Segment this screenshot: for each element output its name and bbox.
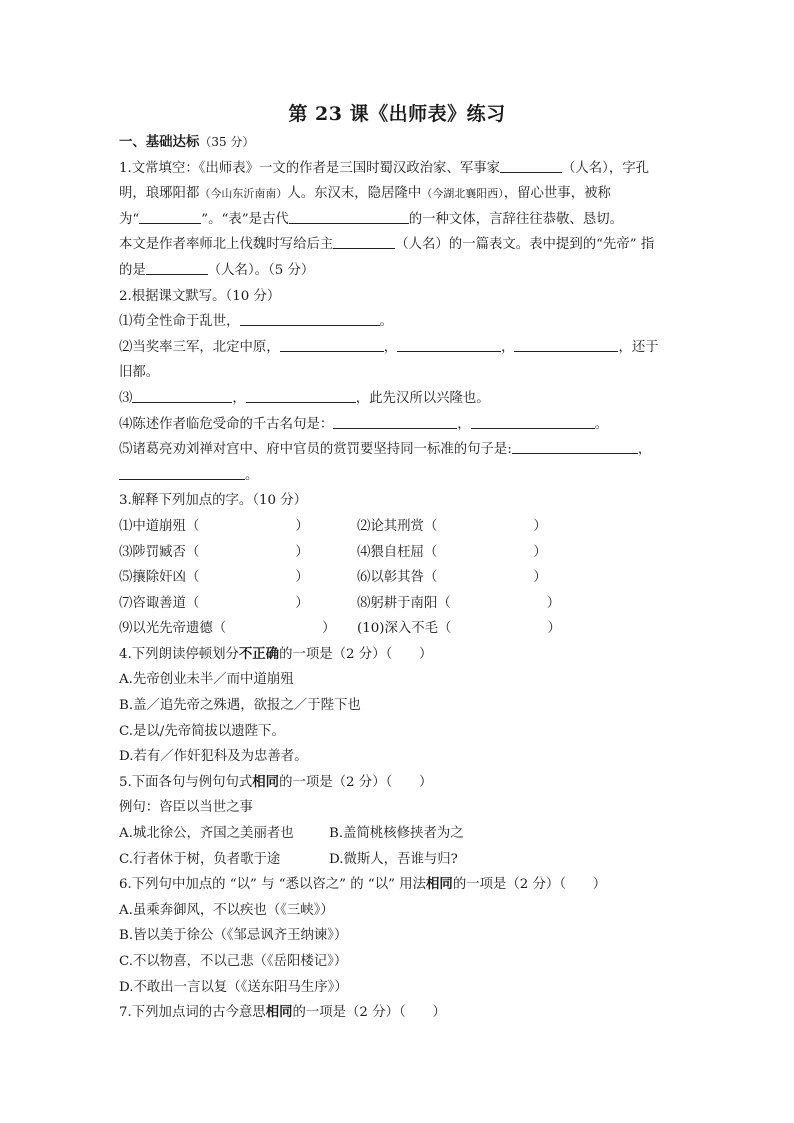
q5-keyword: 相同 <box>252 773 280 790</box>
q3-paren: ） <box>547 621 561 637</box>
q2-text: 。 <box>379 314 393 330</box>
q3-paren: ） <box>533 570 547 586</box>
q5-text: 5.下面各句与例句句式 <box>119 774 253 790</box>
q2-text: ⑶ <box>119 390 133 406</box>
q3-paren: ） <box>546 595 561 611</box>
q2-item-5-cont <box>119 463 679 489</box>
q3-item: ⑴中道崩殂（ <box>119 518 200 534</box>
q6-option-c[interactable]: C.不以物喜，不以己悲（《岳阳楼记》） <box>119 954 348 969</box>
q4-option-d[interactable]: D.若有／作奸犯科及为忠善者。 <box>119 749 308 765</box>
q4-keyword: 不正确 <box>238 645 280 662</box>
q6-text: 6.下列句中加点的 “以” 与 “悉以咨之” 的 “以” 用法 <box>119 877 427 893</box>
q2-item-2-cont: 旧都。 <box>119 365 160 381</box>
q5-example: 例句：咨臣以当世之事 <box>119 800 253 816</box>
q2-text: ， <box>637 442 652 458</box>
page-title: 第 23 课《出师表》练习 <box>288 103 506 125</box>
blank-q2-2a[interactable] <box>280 336 384 352</box>
q3-item: ⑶陟罚臧否（ <box>119 544 200 560</box>
q5-options-row-2 <box>119 847 679 873</box>
q4-text: 的一项是（2 分）（ ） <box>279 646 433 662</box>
q2-item-3 <box>119 386 679 412</box>
q6-option-a[interactable]: A.虽乘奔御风，不以疾也（《三峡》） <box>119 902 334 918</box>
q5-text: 的一项是（2 分）（ ） <box>279 774 433 790</box>
blank-q2-5b[interactable] <box>119 464 245 480</box>
q1-text: 明，琅琊阳都 <box>119 186 200 202</box>
q1-line-5 <box>119 258 679 284</box>
q6-keyword: 相同 <box>426 876 453 893</box>
q1-text: ”。“表”是古代 <box>201 211 289 227</box>
q1-text: 为“ <box>119 211 140 227</box>
blank-q2-1[interactable] <box>240 310 380 326</box>
q1-text: 1.文常填空：《出师表》一文的作者是三国时蜀汉政治家、军事家 <box>119 160 501 176</box>
q1-text: （人名）。（5 分） <box>207 262 315 278</box>
q3-item: ⑸攘除奸凶（ <box>119 570 200 586</box>
blank-q2-4b[interactable] <box>471 413 595 429</box>
q2-item-4 <box>119 412 679 438</box>
q2-text: 。 <box>594 416 609 432</box>
q5-option-d[interactable]: D.微斯人，吾谁与归? <box>329 851 458 867</box>
q3-heading: 3.解释下列加点的字。（10 分） <box>119 493 308 509</box>
q1-line-3 <box>119 207 679 233</box>
q1-text: 的是 <box>119 262 146 278</box>
q5-heading <box>119 770 679 796</box>
blank-q2-4a[interactable] <box>333 413 457 429</box>
q1-line-4 <box>119 232 679 258</box>
q3-paren: ） <box>533 518 547 534</box>
section-score: （35 分） <box>199 135 255 149</box>
q5-option-c[interactable]: C.行者休于树，负者歌于途 <box>119 851 281 867</box>
q3-item: ⑹以彰其咎（ <box>357 570 438 586</box>
q1-text: （人名）的一篇表文。表中提到的“先帝” 指 <box>395 237 655 253</box>
q6-heading <box>119 872 679 898</box>
q2-item-2 <box>119 335 679 361</box>
blank-author[interactable] <box>500 157 562 173</box>
q3-paren: ） <box>295 595 309 611</box>
q2-text: ，还于 <box>618 339 659 355</box>
q2-text: ， <box>457 416 471 432</box>
q1-line-2 <box>119 181 679 207</box>
q6-option-d[interactable]: D.不敢出一言以复（《送东阳马生序》） <box>119 979 348 995</box>
q6-text: 的一项是（2 分）（ ） <box>452 877 607 893</box>
q4-heading <box>119 642 679 668</box>
q3-paren: ） <box>295 518 309 534</box>
q3-item: ⑷猥自枉屈（ <box>357 544 438 560</box>
blank-genre[interactable] <box>289 208 409 224</box>
blank-nickname[interactable] <box>139 208 201 224</box>
worksheet-content <box>119 130 679 1026</box>
q3-row <box>119 591 679 617</box>
q3-item: (10)深入不毛（ <box>357 621 452 637</box>
q2-item-1 <box>119 309 679 335</box>
q4-text: 4.下列朗读停顿划分 <box>119 646 239 662</box>
q1-text: 的一种文体，言辞往往恭敬、恳切。 <box>408 211 623 227</box>
q2-text: ， <box>232 390 246 406</box>
section-heading <box>119 130 679 156</box>
q3-row <box>119 565 679 591</box>
q2-text: 。 <box>245 467 259 483</box>
blank-former-emperor[interactable] <box>146 259 208 275</box>
q1-line-1 <box>119 156 679 182</box>
q3-item: ⑵论其刑赏（ <box>357 518 438 534</box>
blank-q2-3b[interactable] <box>246 387 356 403</box>
q3-paren: ） <box>322 621 336 637</box>
q3-row <box>119 616 679 642</box>
blank-q2-5a[interactable] <box>512 438 638 454</box>
q7-text: 7.下列加点词的古今意思 <box>119 1005 266 1021</box>
q3-row <box>119 514 679 540</box>
blank-later-ruler[interactable] <box>333 233 395 249</box>
blank-q2-2c[interactable] <box>514 336 618 352</box>
q1-text: （人名），字孔 <box>562 160 650 176</box>
q2-text: ⑴苟全性命于乱世， <box>119 314 240 330</box>
q3-paren: ） <box>295 544 309 560</box>
q1-note: （今山东沂南南） <box>199 187 288 201</box>
q2-text: ⑸诸葛亮劝刘禅对宫中、府中官员的赏罚要坚持同一标准的句子是: <box>119 442 512 458</box>
q2-text: ， <box>501 339 515 355</box>
q2-heading: 2.根据课文默写。（10 分） <box>119 288 281 304</box>
q3-item: ⑼以光先帝遗德（ <box>119 621 227 637</box>
q2-text: ， <box>383 339 398 355</box>
blank-q2-2b[interactable] <box>397 336 501 352</box>
q3-paren: ） <box>533 544 547 560</box>
q4-option-b[interactable]: B.盖／追先帝之殊遇，欲报之／于陛下也 <box>119 698 361 714</box>
q7-keyword: 相同 <box>265 1004 293 1021</box>
q1-text: ，留心世事，被称 <box>503 186 611 202</box>
q3-item: ⑻躬耕于南阳（ <box>357 595 451 611</box>
q7-heading <box>119 1000 679 1026</box>
q7-text: 的一项是（2 分）（ ） <box>292 1005 446 1021</box>
q3-item: ⑺咨诹善道（ <box>119 595 200 611</box>
q4-option-c[interactable]: C.是以/先帝简拔以遗陛下。 <box>119 723 285 739</box>
q4-option-a[interactable]: A.先帝创业未半／而中道崩殂 <box>119 672 294 688</box>
q2-text: ⑵当奖率三军，北定中原， <box>119 339 280 355</box>
q2-text: ，此先汉所以兴隆也。 <box>355 390 490 406</box>
q2-text: ⑷陈述作者临危受命的千古名句是： <box>119 416 334 432</box>
q3-paren: ） <box>295 570 309 586</box>
q2-item-5 <box>119 437 679 463</box>
blank-q2-3a[interactable] <box>132 387 232 403</box>
section-label: 一、基础达标 <box>119 134 200 150</box>
q1-text: 本文是作者率师北上伐魏时写给后主 <box>119 237 334 253</box>
q1-note: （今湖北襄阳西） <box>421 187 504 201</box>
q5-option-b[interactable]: B.盖简桃核修挟者为之 <box>329 826 464 842</box>
q5-options-row-1 <box>119 821 679 847</box>
q6-option-b[interactable]: B.皆以美于徐公（《邹忌讽齐王纳谏》） <box>119 928 348 944</box>
q5-option-a[interactable]: A.城北徐公，齐国之美丽者也 <box>119 826 294 842</box>
q3-row <box>119 540 679 566</box>
q1-text: 人。东汉末，隐居隆中 <box>287 186 422 202</box>
